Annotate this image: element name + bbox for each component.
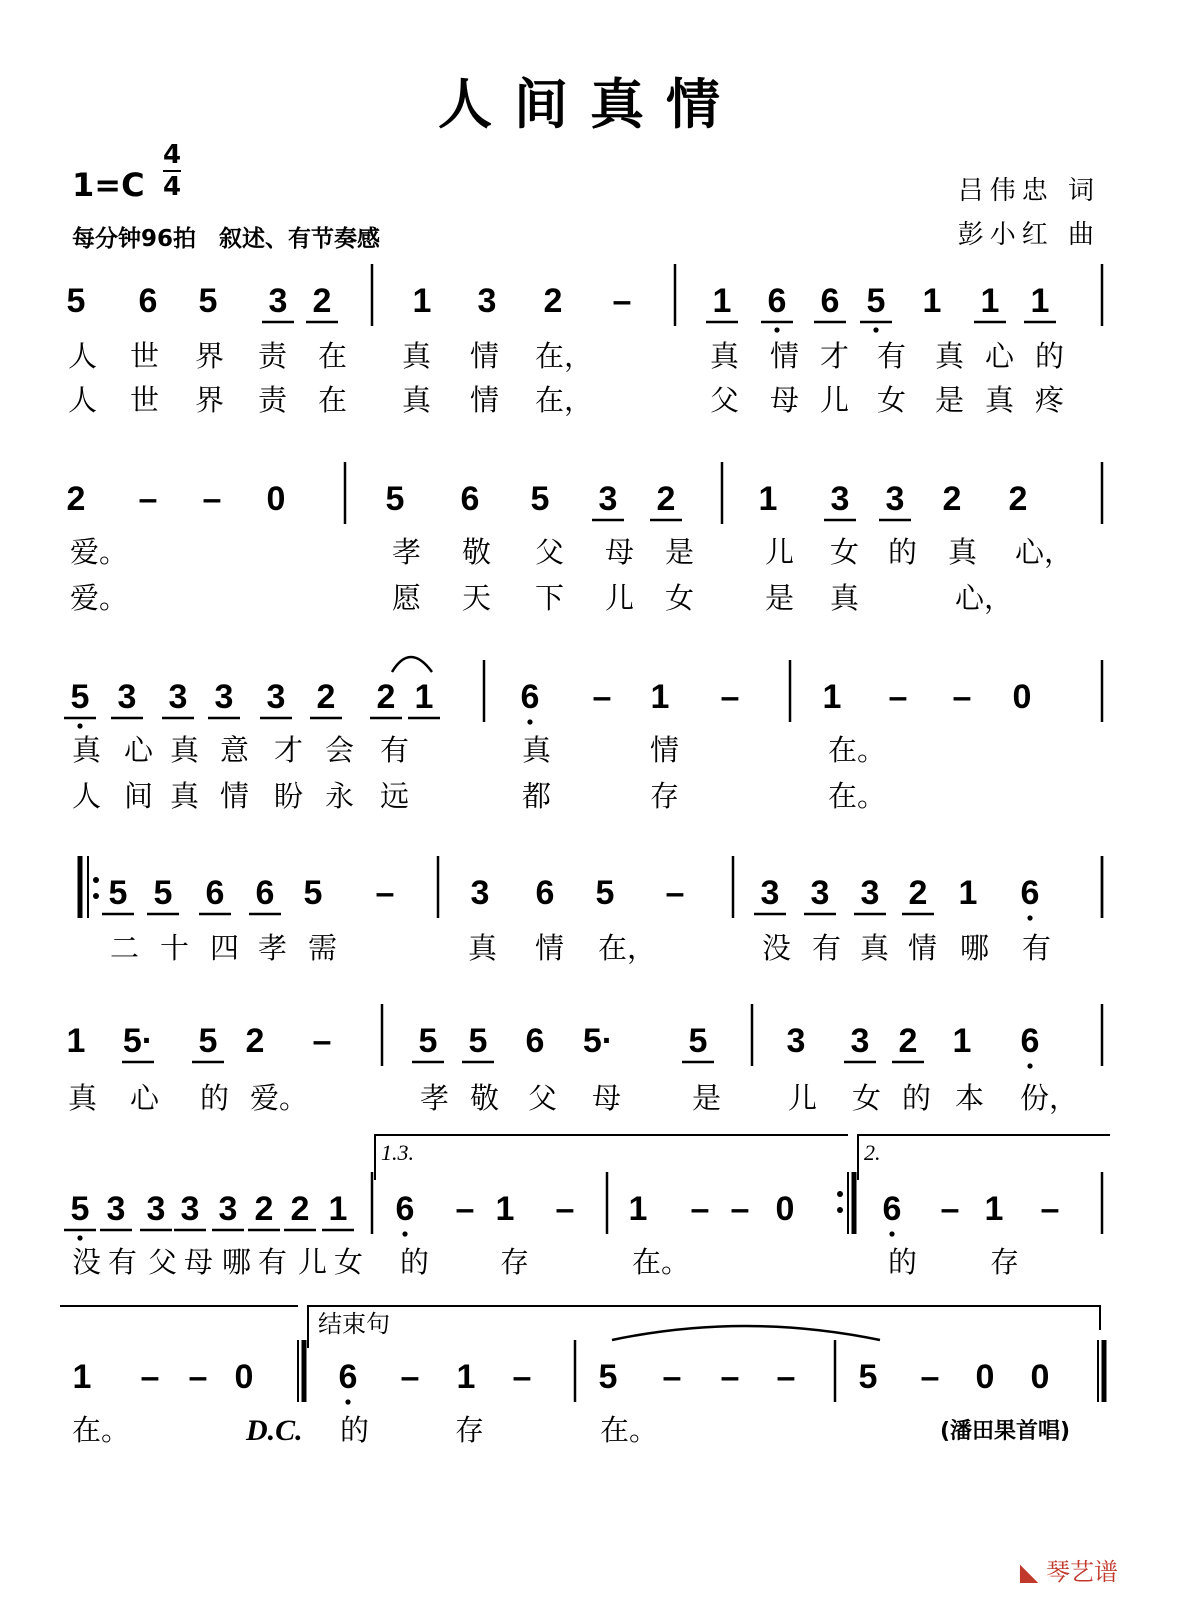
octave-dot-below [1027,915,1032,920]
lyric-syllable: 的 [400,1245,430,1279]
note-2: 2 [543,282,563,320]
key-signature: 1=C [72,166,145,204]
lyric-syllable: 十 [160,931,190,965]
note-1: 1 [952,1022,972,1060]
dash-extension: – [940,1190,960,1228]
dash-extension: – [662,1358,682,1396]
lyric-syllable: 是 [665,535,695,569]
lyric-syllable: 女 [665,581,695,615]
note-2: 2 [316,678,336,716]
note-3: 3 [470,874,490,912]
lyric-syllable: 母 [592,1081,622,1115]
lyric-syllable: 的 [1035,339,1065,373]
lyric-syllable: 父 [148,1245,178,1279]
lyric-syllable: 真 [522,733,552,767]
lyric-syllable: 世 [130,339,160,373]
lyric-syllable: 儿 [788,1081,818,1115]
lyric-syllable: 界 [195,383,225,417]
lyric-syllable: 有 [108,1245,138,1279]
note-5: 5 [153,874,173,912]
lyric-syllable: 在 [318,383,348,417]
note-6: 6 [525,1022,545,1060]
note-1: 1 [712,282,732,320]
composer-credit: 彭小红 曲 [957,220,1100,250]
lyric-syllable: 永 [325,779,355,813]
lyric-syllable: 真 [948,535,978,569]
dash-extension: – [375,874,395,912]
lyric-syllable: 界 [195,339,225,373]
lyric-syllable: 女 [877,383,907,417]
lyric-syllable: 天 [462,581,492,615]
note-5: 5 [198,1022,218,1060]
note-5: 5 [385,480,405,518]
second-ending-label: 2. [864,1140,881,1165]
lyric-syllable: 父 [710,383,740,417]
lyric-syllable: 是 [935,383,965,417]
lyric-syllable: 才 [274,733,304,767]
note-5: 5 [70,1190,90,1228]
note-5: 5 [108,874,128,912]
lyric-syllable: 远 [380,779,410,813]
note-2: 2 [656,480,676,518]
dash-extension: – [312,1022,332,1060]
lyric-syllable: 疼 [1035,383,1065,417]
note-6: 6 [460,480,480,518]
lyric-syllable: 在。 [72,1413,131,1447]
note-6: 6 [535,874,555,912]
lyric-syllable: 的 [200,1081,230,1115]
note-3: 3 [810,874,830,912]
note-5: 5 [598,1358,618,1396]
note-1: 1 [628,1190,648,1228]
lyric-syllable: 二 [110,931,140,965]
lyric-syllable: 真 [72,733,102,767]
note-5: 5 [468,1022,488,1060]
lyric-syllable: 存 [455,1413,485,1447]
logo-text: 琴艺谱 [1046,1558,1118,1586]
lyric-syllable: 爱。 [250,1081,309,1115]
note-3: 3 [860,874,880,912]
lyric-syllable: 在。 [828,779,887,813]
note-0: 0 [1030,1358,1050,1396]
lyric-syllable: 间 [124,779,154,813]
dash-extension: – [455,1190,475,1228]
singer-credit: (潘田果首唱) [940,1419,1071,1444]
lyric-syllable: 意 [220,733,250,767]
lyric-syllable: 人 [68,339,98,373]
note-6: 6 [767,282,787,320]
note-5: 5 [595,874,615,912]
dash-extension: – [140,1358,160,1396]
lyric-syllable: 女 [852,1081,882,1115]
lyric-syllable: 母 [605,535,635,569]
note-1: 1 [414,678,434,716]
note-6: 6 [1020,1022,1040,1060]
lyric-syllable: 在。 [600,1413,659,1447]
lyric-syllable: 真 [468,931,498,965]
lyric-syllable: 有 [380,733,410,767]
dash-extension: – [665,874,685,912]
lyric-syllable: 在。 [632,1245,691,1279]
note-3: 3 [850,1022,870,1060]
note-5: 5 [198,282,218,320]
note-1: 1 [980,282,1000,320]
lyric-syllable: 的 [888,535,918,569]
note-3: 3 [168,678,188,716]
dash-extension: – [400,1358,420,1396]
note-6: 6 [820,282,840,320]
lyric-syllable: 在， [535,339,594,373]
dash-extension: – [555,1190,575,1228]
dash-extension: – [720,678,740,716]
dash-extension: – [592,678,612,716]
lyricist-credit: 吕伟忠 词 [957,176,1100,206]
note-5: 5 [66,282,86,320]
lyric-syllable: 真 [170,733,200,767]
lyric-syllable: 儿 [605,581,635,615]
lyric-syllable: 在， [598,931,657,965]
lyric-syllable: 母 [770,383,800,417]
note-1: 1 [495,1190,515,1228]
note-1: 1 [72,1358,92,1396]
note-3: 3 [180,1190,200,1228]
note-3: 3 [786,1022,806,1060]
dash-extension: – [888,678,908,716]
song-title: 人间真情 [438,72,742,136]
note-3: 3 [830,480,850,518]
lyric-syllable: 有 [812,931,842,965]
repeat-dot [93,893,99,899]
lyric-syllable: 是 [765,581,795,615]
note-1: 1 [66,1022,86,1060]
dash-extension: – [730,1190,750,1228]
lyric-syllable: 情 [470,383,500,417]
lyric-syllable: 真 [935,339,965,373]
note-1: 1 [822,678,842,716]
lyric-syllable: 是 [692,1081,722,1115]
time-sig-top: 4 [163,140,182,170]
first-ending-label: 1.3. [381,1140,414,1165]
lyric-syllable: 有 [258,1245,288,1279]
note-3: 3 [760,874,780,912]
note-3: 3 [477,282,497,320]
lyric-syllable: 真 [860,931,890,965]
lyric-syllable: 在， [535,383,594,417]
lyric-syllable: 情 [470,339,500,373]
note-1: 1 [456,1358,476,1396]
lyric-syllable: 心 [124,733,154,767]
octave-dot-below [77,1235,82,1240]
dash-extension: – [1040,1190,1060,1228]
lyric-syllable: 女 [830,535,860,569]
logo-mark-icon: ◣ [1019,1558,1039,1586]
note-1: 1 [958,874,978,912]
lyric-syllable: 会 [325,733,355,767]
note-2: 2 [1008,480,1028,518]
dash-extension: – [138,480,158,518]
note-1: 1 [758,480,778,518]
lyric-syllable: 没 [762,931,792,965]
note-5·: 5· [582,1022,614,1060]
lyric-syllable: 情 [220,779,250,813]
lyric-syllable: 心 [130,1081,160,1115]
dash-extension: – [776,1358,796,1396]
lyric-syllable: 盼 [274,779,304,813]
note-2: 2 [312,282,332,320]
lyric-syllable: 责 [258,339,288,373]
tempo-marking: 每分钟96拍 叙述、有节奏感 [72,226,381,252]
lyric-syllable: 真 [68,1081,98,1115]
note-2: 2 [66,480,86,518]
dash-extension: – [612,282,632,320]
note-5: 5 [866,282,886,320]
first-ending-bracket [375,1135,848,1180]
note-6: 6 [338,1358,358,1396]
lyric-syllable: 的 [340,1413,370,1447]
slur-arc [392,657,432,672]
lyric-syllable: 哪 [222,1245,252,1279]
note-0: 0 [775,1190,795,1228]
note-5: 5 [303,874,323,912]
lyric-syllable: 愿 [392,581,422,615]
note-1: 1 [412,282,432,320]
lyric-syllable: 有 [877,339,907,373]
lyric-syllable: 父 [535,535,565,569]
note-0: 0 [234,1358,254,1396]
note-5·: 5· [122,1022,154,1060]
dash-extension: – [952,678,972,716]
lyric-syllable: 情 [908,931,938,965]
lyric-syllable: 孝 [392,535,422,569]
lyric-syllable: 情 [650,733,680,767]
lyric-syllable: 的 [888,1245,918,1279]
repeat-dot [837,1207,843,1213]
note-3: 3 [885,480,905,518]
note-6: 6 [395,1190,415,1228]
lyric-syllable: 真 [170,779,200,813]
octave-dot-below [345,1399,350,1404]
note-3: 3 [106,1190,126,1228]
octave-dot-below [527,719,532,724]
lyric-syllable: 儿 [820,383,850,417]
lyric-syllable: 在 [318,339,348,373]
note-3: 3 [266,678,286,716]
note-1: 1 [1030,282,1050,320]
lyric-syllable: 在。 [828,733,887,767]
lyric-syllable: 人 [68,383,98,417]
repeat-dot [93,877,99,883]
time-sig-bottom: 4 [163,172,182,202]
lyric-syllable: 女 [334,1245,364,1279]
tie-arc [612,1326,880,1340]
lyric-syllable: 心， [955,581,1014,615]
note-6: 6 [1020,874,1040,912]
second-ending-bracket [858,1135,1110,1180]
note-5: 5 [418,1022,438,1060]
lyric-syllable: 孝 [420,1081,450,1115]
note-3: 3 [218,1190,238,1228]
coda-label: 结束句 [318,1310,390,1338]
note-3: 3 [146,1190,166,1228]
lyric-syllable: 存 [990,1245,1020,1279]
lyric-syllable: 责 [258,383,288,417]
note-1: 1 [328,1190,348,1228]
lyric-syllable: 才 [820,339,850,373]
lyric-syllable: 哪 [960,931,990,965]
lyric-syllable: 本 [955,1081,985,1115]
lyric-syllable: 心， [1015,535,1074,569]
lyric-syllable: 真 [402,383,432,417]
note-2: 2 [942,480,962,518]
octave-dot-below [402,1231,407,1236]
dash-extension: – [202,480,222,518]
note-5: 5 [688,1022,708,1060]
lyric-syllable: 敬 [462,535,492,569]
note-2: 2 [898,1022,918,1060]
note-2: 2 [254,1190,274,1228]
note-2: 2 [290,1190,310,1228]
note-1: 1 [922,282,942,320]
note-3: 3 [598,480,618,518]
note-0: 0 [1012,678,1032,716]
dash-extension: – [720,1358,740,1396]
lyric-syllable: 存 [500,1245,530,1279]
dash-extension: – [512,1358,532,1396]
lyric-syllable: 没 [72,1245,102,1279]
octave-dot-below [873,327,878,332]
note-2: 2 [908,874,928,912]
lyric-syllable: 需 [308,931,338,965]
lyric-syllable: 母 [184,1245,214,1279]
note-5: 5 [858,1358,878,1396]
note-6: 6 [520,678,540,716]
note-3: 3 [117,678,137,716]
lyric-syllable: 下 [535,581,565,615]
lyric-syllable: 真 [985,383,1015,417]
dash-extension: – [690,1190,710,1228]
note-1: 1 [650,678,670,716]
note-6: 6 [205,874,225,912]
octave-dot-below [889,1231,894,1236]
lyric-syllable: 父 [528,1081,558,1115]
lyric-syllable: 真 [830,581,860,615]
note-6: 6 [138,282,158,320]
lyric-syllable: 有 [1022,931,1052,965]
lyric-syllable: 四 [210,931,240,965]
dc-marking: D.C. [246,1414,303,1447]
lyric-syllable: 人 [72,779,102,813]
note-2: 2 [376,678,396,716]
note-3: 3 [214,678,234,716]
lyric-syllable: 情 [770,339,800,373]
note-0: 0 [975,1358,995,1396]
octave-dot-below [77,723,82,728]
note-6: 6 [255,874,275,912]
lyric-syllable: 情 [535,931,565,965]
lyric-syllable: 心 [985,339,1015,373]
watermark-logo [1020,1552,1118,1587]
octave-dot-below [1027,1063,1032,1068]
lyric-syllable: 爱。 [70,535,129,569]
lyric-syllable: 世 [130,383,160,417]
dash-extension: – [920,1358,940,1396]
note-6: 6 [882,1190,902,1228]
note-5: 5 [70,678,90,716]
note-2: 2 [245,1022,265,1060]
lyric-syllable: 孝 [258,931,288,965]
lyric-syllable: 份， [1020,1081,1079,1115]
lyric-syllable: 真 [710,339,740,373]
note-5: 5 [530,480,550,518]
lyric-syllable: 爱。 [70,581,129,615]
lyric-syllable: 存 [650,779,680,813]
lyric-syllable: 儿 [298,1245,328,1279]
lyric-syllable: 儿 [765,535,795,569]
octave-dot-below [774,327,779,332]
note-0: 0 [266,480,286,518]
note-3: 3 [268,282,288,320]
lyric-syllable: 都 [522,779,552,813]
dash-extension: – [188,1358,208,1396]
lyric-syllable: 真 [402,339,432,373]
lyric-syllable: 敬 [470,1081,500,1115]
repeat-dot [837,1191,843,1197]
note-1: 1 [984,1190,1004,1228]
lyric-syllable: 的 [902,1081,932,1115]
